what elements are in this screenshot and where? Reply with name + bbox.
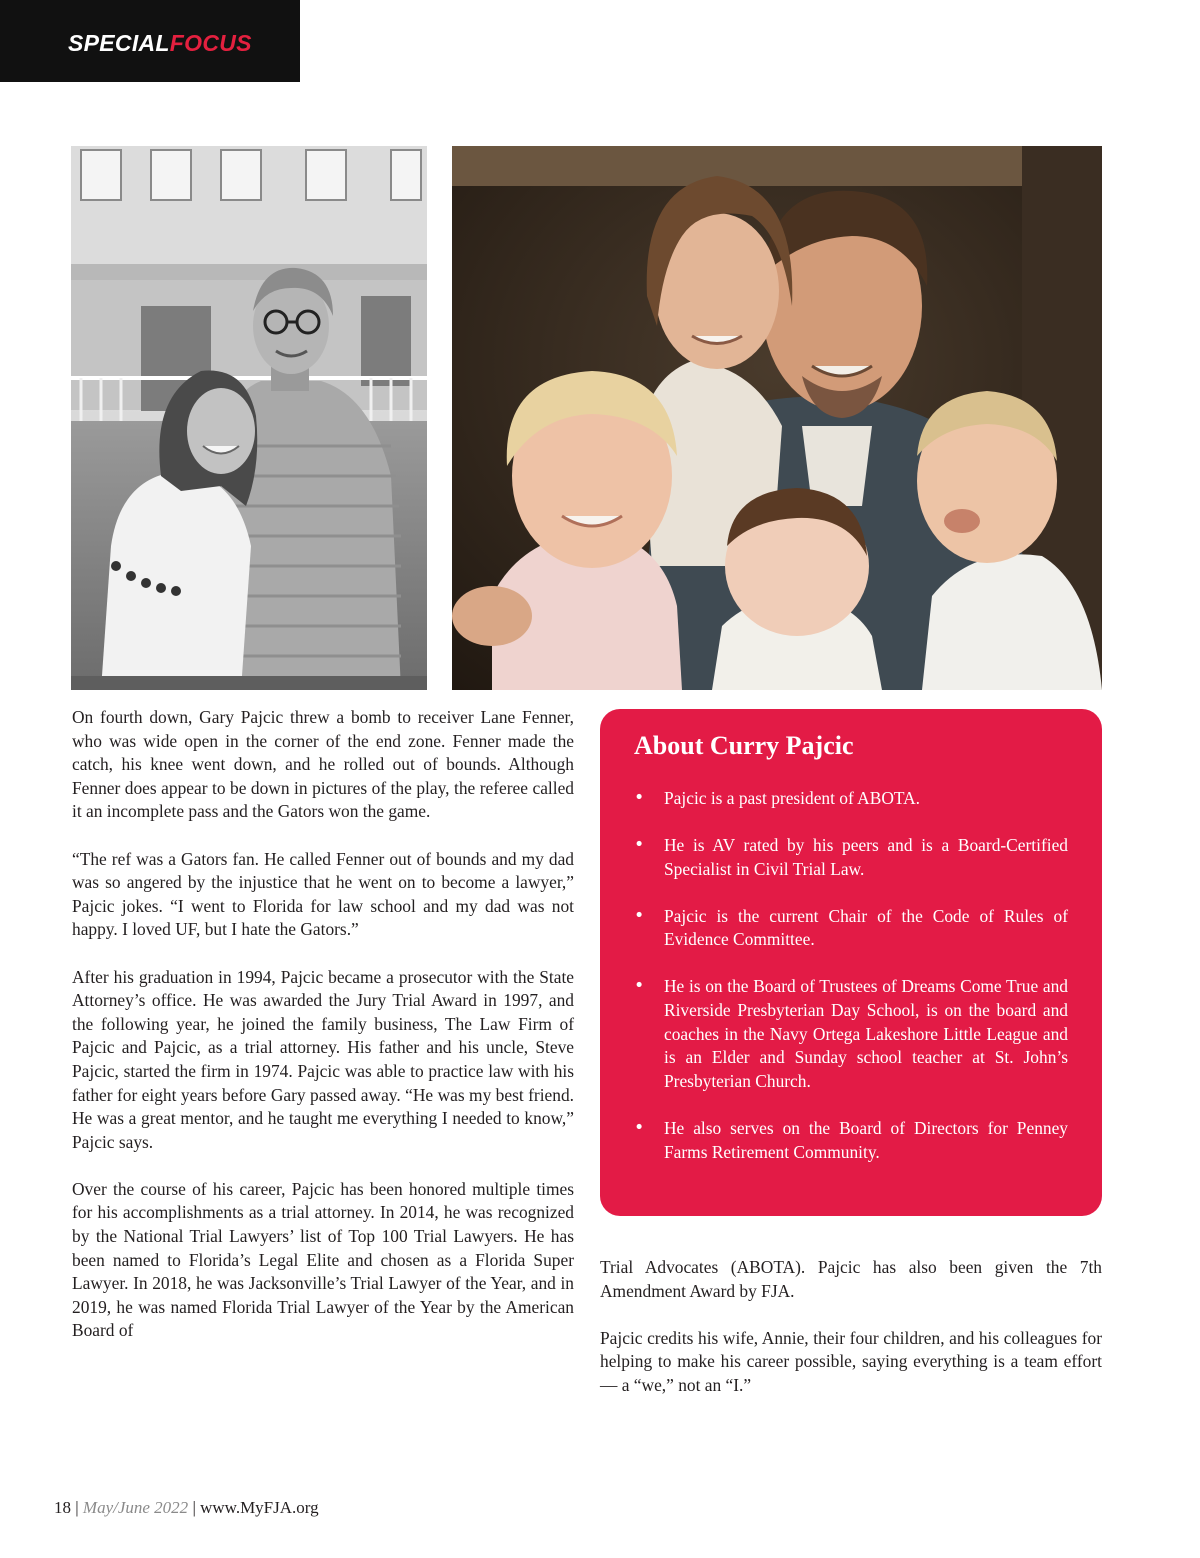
article-column-left: [72, 706, 574, 1343]
sidebar-item-text: Pajcic is the current Chair of the Code of Rules of Evidence Committee.: [664, 905, 1068, 950]
sidebar-list-item: [634, 787, 1068, 811]
bullet-icon: •: [634, 905, 645, 926]
bullet-icon: •: [634, 976, 645, 997]
sidebar-title: About Curry Pajcic: [634, 731, 854, 760]
section-label-focus: FOCUS: [169, 30, 252, 56]
sidebar-item-text: He is AV rated by his peers and is a Board-Certified Specialist in Civil Trial Law.: [664, 835, 1068, 879]
section-label: [68, 30, 252, 57]
article-column-right: [600, 1256, 1102, 1398]
family-photo: [452, 146, 1102, 690]
article-paragraph: On fourth down, Gary Pajcic threw a bomb to receiver Lane Fenner, who was wide open in the corner of the end zone. Fenner made the catch, his knee went down, and he rolled out of bounds. Although Fenner does appear to be down in pictures of the play, the referee called it an incomplete pass and the Gators won the game.: [72, 707, 574, 822]
sidebar-list-item: [634, 1117, 1068, 1164]
article-paragraph: Over the course of his career, Pajcic has been honored multiple times for his accomplishments as a trial attorney. In 2014, he was recognized by the National Trial Lawyers’ list of Top 100 Trial Lawyers. He has been named to Florida’s Legal Elite and chosen as a Florida Super Lawyer. In 2018, he was Jacksonville’s Trial Lawyer of the Year, and in 2019, he was named Florida Trial Lawyer of the Year by the American Board of: [72, 1178, 574, 1341]
article-paragraph: Pajcic credits his wife, Annie, their four children, and his colleagues for helping to make his career possible, saying everything is a team effort — a “we,” not an “I.”: [600, 1327, 1102, 1395]
sidebar-list: [634, 787, 1068, 1164]
section-header: [0, 0, 300, 82]
footer-separator: |: [192, 1498, 196, 1517]
article-paragraph: Trial Advocates (ABOTA). Pajcic has also been given the 7th Amendment Award by FJA.: [600, 1257, 1102, 1301]
website-link[interactable]: www.MyFJA.org: [200, 1498, 319, 1517]
article-paragraph: “The ref was a Gators fan. He called Fenner out of bounds and my dad was so angered by the injustice that he went on to become a lawyer,” Pajcic jokes. “I went to Florida for law school and my dad was not happy. I loved UF, but I hate the Gators.”: [72, 848, 574, 940]
about-sidebar: [600, 709, 1102, 1216]
article-paragraph: After his graduation in 1994, Pajcic became a prosecutor with the State Attorney’s office. He was awarded the Jury Trial Award in 1997, and the following year, he joined the family business, The Law Firm of Pajcic and Pajcic, as a trial attorney. His father and his uncle, Steve Pajcic, started the firm in 1974. Pajcic was able to practice law with his father for eight years before Gary passed away. “He was my best friend. He was a great mentor, and he taught me everything I needed to know,” Pajcic says.: [72, 966, 574, 1152]
sidebar-item-text: He is on the Board of Trustees of Dreams Come True and Riverside Presbyterian Day School, is on the board and coaches in the Navy Ortega Lakeshore Little League and is an Elder and Sunday school teacher at St. John’s Presbyterian Church.: [664, 976, 1068, 1091]
sidebar-list-item: [634, 905, 1068, 952]
sidebar-list-item: [634, 975, 1068, 1093]
page-number: 18: [54, 1498, 71, 1517]
bullet-icon: •: [634, 835, 645, 856]
sidebar-list-item: [634, 834, 1068, 881]
sidebar-item-text: He also serves on the Board of Directors for Penney Farms Retirement Community.: [664, 1117, 1068, 1162]
section-label-special: SPECIAL: [68, 30, 170, 56]
page-footer: [54, 1498, 319, 1518]
bullet-icon: •: [634, 788, 645, 808]
issue-date: May/June 2022: [82, 1498, 189, 1517]
bullet-icon: •: [634, 1117, 645, 1138]
footer-separator: |: [75, 1498, 79, 1517]
couple-photo: [71, 146, 427, 690]
sidebar-item-text: Pajcic is a past president of ABOTA.: [664, 788, 921, 808]
